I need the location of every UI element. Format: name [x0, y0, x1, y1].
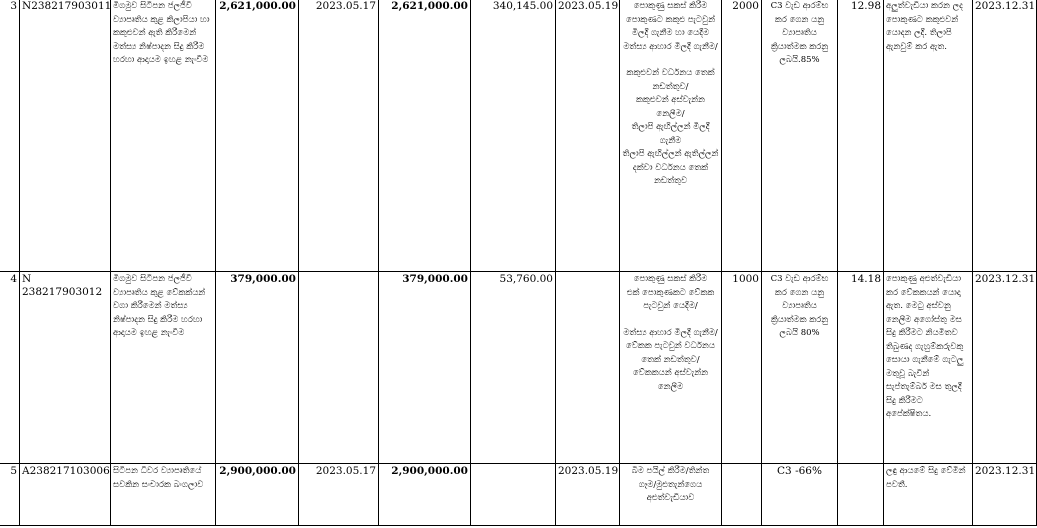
expense-amount: 340,145.00: [471, 0, 556, 272]
progress-percent: 14.18: [838, 272, 884, 464]
output-item: වේකකයන් අස්වැන්න නෙලීම: [632, 368, 709, 392]
table-row: [0, 464, 1037, 526]
estimate-amount: 379,000.00: [216, 272, 299, 464]
output-item: කකුළුවන් අස්වැන්න නෙලීම/: [636, 95, 705, 119]
quantity: 1000: [722, 272, 762, 464]
project-name: මිගමුව සිටිපන ජලජීවී ව්‍යාපෘතිය කුළ වේකක්යන් වගා කිරීමෙන් මත්ස්‍ය නිෂ්පාදන සිදු කිරීම හරහා ආදායම ඉහළ නැංවීම: [111, 272, 216, 464]
approval-date: [556, 272, 620, 464]
approval-date: 2023.05.19: [556, 0, 620, 272]
expense-amount: [471, 464, 556, 526]
status-text: C3 වැඩ ආරම්භ කර ගෙන යනු ව්‍යාපෘතිය ක්‍රියාත්මක කරනු ලබයි.85%: [762, 0, 838, 272]
project-code: N238217903011: [20, 0, 111, 272]
output-spacer: [622, 314, 719, 327]
end-date: 2023.12.31: [973, 464, 1037, 526]
project-name: සිටිපන ධීවර ව්‍යාපෘතියේ සවකින සංචාරක බංගලාව: [111, 464, 216, 526]
progress-percent: [838, 464, 884, 526]
progress-percent: 12.98: [838, 0, 884, 272]
start-date: 2023.05.17: [299, 0, 379, 272]
output-item: මත්ස්‍ය ආහාර මිලදී ගැනීම/: [623, 327, 718, 338]
expense-amount: 53,760.00: [471, 272, 556, 464]
project-name: මිගමුව සිටිපන ජලජීවී ව්‍යාපෘතිය කුළ කිලාපියා හා කකුළුවන් ඇති කිරීමෙන් මත්ස්‍ය නිෂ්පාදන සිදු කිරීම හරහා ආදායම ඉහළ නැංවීම: [111, 0, 216, 272]
start-date: 2023.05.17: [299, 464, 379, 526]
allocation-amount: 2,621,000.00: [379, 0, 471, 272]
outputs-cell: [620, 464, 722, 526]
allocation-amount: 2,900,000.00: [379, 464, 471, 526]
table-row: [0, 272, 1037, 464]
output-item: පොකුණු සකස් කිරීම: [633, 274, 708, 284]
end-date: 2023.12.31: [973, 0, 1037, 272]
output-item: එක් පොකුණකට වේකක පැටවුන් යෙදීම/: [626, 287, 715, 311]
project-code: N 238217903012: [20, 272, 111, 464]
output-item: පොකුණු සකස් කිරීම: [633, 1, 708, 11]
row-number: 3: [0, 0, 20, 272]
allocation-amount: 379,000.00: [379, 272, 471, 464]
estimate-amount: 2,900,000.00: [216, 464, 299, 526]
outputs-cell: [620, 272, 722, 464]
quantity: [722, 464, 762, 526]
row-number: 5: [0, 464, 20, 526]
status-text: C3 වැඩ ආරම්භ කර ගෙන යනු ව්‍යාපෘතිය ක්‍රියාත්මක කරනු ලබයි 80%: [762, 272, 838, 464]
remarks: අලුත්වැඩියා කරන ලද පොකුණට කකුළුවන් යොදන ලදී. තිලාපි ඇනවුම් කර ඇත.: [884, 0, 973, 272]
output-item: පොකුණට කකුළු පැටවුන් මිලදී ගැනීම හා යෙදීම: [625, 14, 716, 38]
output-item: තිලාපි ඇඟිල්ලන් මිලදී ගැනීම: [631, 122, 710, 146]
project-code: A238217103006: [20, 464, 111, 526]
output-spacer: [622, 54, 719, 67]
outputs-cell: [620, 0, 722, 272]
output-item: බිම පයිල් කිරීම/තින්ත ගෑම/මුළුතැන්ගෙය අළුත්වැඩියාව: [631, 466, 710, 503]
output-item: කකුළුවන් වර්ධනය තෙක් නඩත්තුව/: [626, 68, 715, 92]
status-text: C3 -66%: [762, 464, 838, 526]
remarks: ලඳු ආයමේ සිදු වේමින් පවතී.: [884, 464, 973, 526]
estimate-amount: 2,621,000.00: [216, 0, 299, 272]
output-item: වේකක පැටවුන් වර්ධනය තෙක් නඩත්තුව/: [626, 341, 715, 365]
output-item: මත්ස්‍ය ආහාර මිලදී ගැනීම/: [623, 41, 718, 52]
start-date: [299, 272, 379, 464]
end-date: 2023.12.31: [973, 272, 1037, 464]
output-item: තිලාපි ඇඟිල්ලන් ඇතිල්ලන් දක්වා වර්ධනය තෙක් නඩත්තුව: [622, 149, 719, 186]
approval-date: 2023.05.19: [556, 464, 620, 526]
remarks: පොකුණු අළුත්වැඩියා කර වේකකයන් යොදා ඇත. මෙටු අස්වනු නෙලීම අගෝස්තු මස සිදු කිරීමට නියමිතව තිබුණද ගැහුම්කරුවකු සොයා ගැනීමේ ගැටලු මතුවූ බැවින් සැප්තැම්බර් මස තුලදී සිදු කිරීමට අපේක්ෂිතය.: [884, 272, 973, 464]
row-number: 4: [0, 272, 20, 464]
quantity: 2000: [722, 0, 762, 272]
